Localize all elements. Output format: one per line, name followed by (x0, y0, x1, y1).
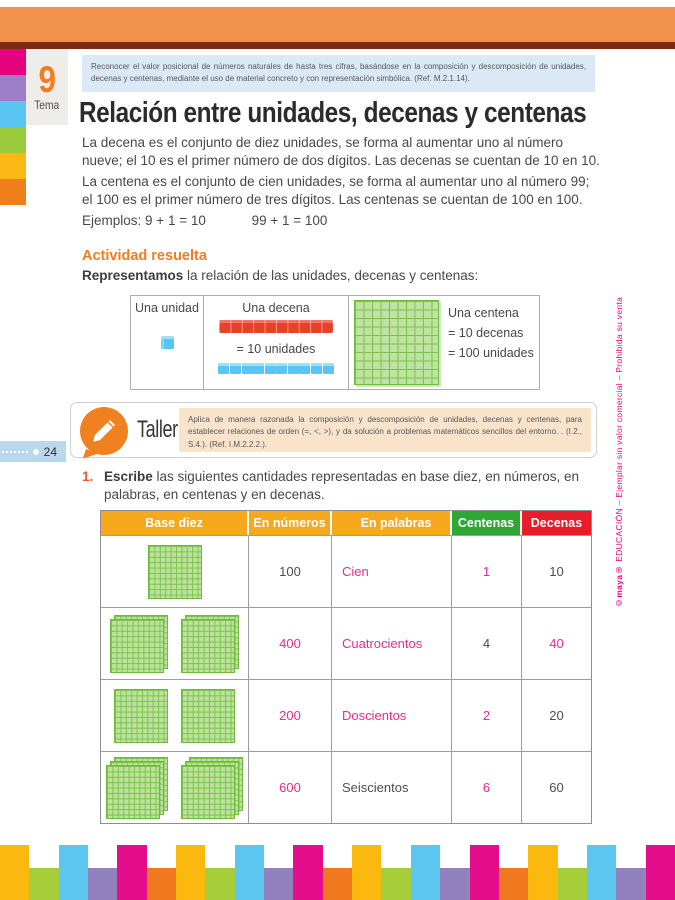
tema-tab (26, 49, 68, 125)
value-cell: 10 (549, 564, 564, 579)
activity-heading: Actividad resuelta (82, 248, 207, 264)
hundred-block-stack (114, 689, 168, 743)
footer-color-bars (0, 845, 675, 900)
exercise-verb: Escribe (104, 469, 153, 484)
value-cell: 4 (452, 608, 522, 679)
base-ten-cell (101, 680, 249, 751)
color-square (0, 179, 26, 205)
footer-bar (205, 868, 234, 900)
footer-bar (470, 845, 499, 900)
footer-bar (528, 845, 557, 900)
hundred-block-stack (181, 689, 235, 743)
value-cell: 60 (549, 780, 564, 795)
value-cell: Cien (332, 536, 452, 607)
unit-cube-icon (230, 363, 241, 374)
figure-cell-unit (131, 296, 204, 389)
paragraph-decena: La decena es el conjunto de diez unidades, se forma al aumentar uno al número nueve; el 10 es el primer número de dos dígitos. Las decenas se cuentan de 10 en 10. (82, 135, 600, 168)
hundred-block-icon (181, 765, 235, 819)
color-square (0, 75, 26, 101)
unit-cube-icon (218, 363, 229, 374)
publisher-credit-vertical (614, 272, 629, 632)
footer-bar (147, 868, 176, 900)
footer-bar (117, 845, 146, 900)
color-square (0, 153, 26, 179)
footer-bar (264, 868, 293, 900)
hundred-flat-icon (354, 300, 439, 385)
ten-label: Una decena (242, 301, 310, 315)
taller-banner (70, 402, 597, 458)
unit-cube-icon (323, 363, 334, 374)
base-ten-cell (101, 752, 249, 823)
exercise-table (100, 510, 592, 824)
hundred-block-stack (110, 615, 168, 673)
footer-bar (587, 845, 616, 900)
value-cell: 200 (249, 680, 332, 751)
unit-cube-icon (276, 363, 287, 374)
figure-cell-hundred (349, 296, 539, 389)
paragraph-centena: La centena es el conjunto de cien unidades, se forma al aumentar uno al número 99; el 100 es el primer número de tres dígitos. Las centenas se cuentan de 100 en 100. (82, 173, 590, 207)
footer-bar (646, 845, 675, 900)
hundred-block-stack (181, 615, 239, 673)
value-cell: Doscientos (332, 680, 452, 751)
page-title: Relación entre unidades, decenas y centenas (79, 97, 587, 129)
column-header: Centenas (452, 511, 522, 535)
unit-cube-icon (299, 363, 310, 374)
publisher-credit-rest: EDUCACIÓN – Ejemplar sin valor comercial – Prohibida su venta (614, 296, 624, 565)
figure-cell-ten (204, 296, 349, 389)
value-cell: 2 (452, 680, 522, 751)
hundred-block-icon (181, 689, 235, 743)
activity-intro (82, 268, 478, 283)
footer-bar (235, 845, 264, 900)
hundred-block-stack (181, 757, 243, 819)
hundred-block-stack (106, 757, 168, 819)
base-ten-cell (101, 536, 249, 607)
table-row (101, 751, 591, 823)
color-square (0, 127, 26, 153)
publisher-brand: ©maya® (614, 564, 624, 608)
footer-bar (88, 868, 117, 900)
example-eq2: 99 + 1 = 100 (251, 212, 328, 228)
top-maroon-stripe (0, 42, 675, 49)
color-square (0, 49, 26, 75)
column-header: En palabras (332, 511, 452, 535)
taller-text-box: Aplica de manera razonada la composición y descomposición de unidades, decenas y centenas, para establecer relaciones de orden (=, <, >), y da solución a problemas matemáticos sencillos del entorno. . (I.2., S.4.). (Ref. I.M.2.2.2.). (179, 408, 591, 452)
unit-cube-icon (311, 363, 322, 374)
tema-number: 9 (38, 58, 56, 100)
unit-cube-icon (242, 363, 253, 374)
footer-bar (381, 868, 410, 900)
examples-label: Ejemplos: (82, 212, 142, 228)
footer-bar (29, 868, 58, 900)
ten-cubes-row (218, 363, 333, 374)
table-header-row (101, 511, 591, 535)
footer-bar (558, 868, 587, 900)
top-orange-band (0, 7, 675, 42)
tema-label: Tema (34, 98, 60, 113)
activity-intro-bold: Representamos (82, 268, 184, 283)
footer-bar (323, 868, 352, 900)
table-row (101, 607, 591, 679)
table-body (101, 535, 591, 823)
tema-color-squares (0, 49, 26, 205)
table-row (101, 679, 591, 751)
unit-cube-icon (288, 363, 299, 374)
dotted-leader (2, 451, 28, 453)
value-cell: 400 (249, 608, 332, 679)
unit-label: Una unidad (135, 301, 199, 315)
pencil-icon (80, 407, 128, 455)
color-square (0, 101, 26, 127)
value-cell: 100 (249, 536, 332, 607)
base-ten-cell (101, 608, 249, 679)
value-cell: 40 (549, 636, 564, 651)
column-header: Base diez (101, 511, 249, 535)
unit-cube-icon (161, 336, 174, 349)
dot-icon (33, 449, 39, 455)
exercise-number: 1. (82, 469, 94, 484)
ten-equation: = 10 unidades (236, 342, 316, 356)
examples-line (82, 212, 600, 230)
footer-bar (411, 845, 440, 900)
hundred-block-icon (181, 619, 235, 673)
column-header: Decenas (522, 511, 591, 535)
value-cell: Cuatrocientos (332, 608, 452, 679)
taller-label: Taller (137, 416, 178, 443)
hundred-block-icon (110, 619, 164, 673)
value-cell: 20 (549, 708, 564, 723)
lesson-body (82, 134, 600, 233)
example-eq1: 9 + 1 = 10 (145, 212, 206, 228)
footer-bar (616, 868, 645, 900)
footer-bar (352, 845, 381, 900)
hundred-block-stack (148, 545, 202, 599)
value-cell: 600 (249, 752, 332, 823)
footer-bar (499, 868, 528, 900)
footer-bar (176, 845, 205, 900)
activity-intro-rest: la relación de las unidades, decenas y centenas: (183, 268, 479, 283)
value-cell: 6 (452, 752, 522, 823)
unit-cube-icon (253, 363, 264, 374)
hundred-text-line: = 10 decenas (448, 326, 524, 340)
page-number: 24 (43, 444, 57, 459)
place-value-figure (130, 295, 540, 390)
exercise-instruction (82, 468, 602, 504)
value-cell: Seiscientos (332, 752, 452, 823)
hundred-block-icon (148, 545, 202, 599)
unit-cube-icon (265, 363, 276, 374)
hundred-text-line: = 100 unidades (448, 346, 534, 360)
hundred-text-line: Una centena (448, 306, 519, 320)
footer-bar (440, 868, 469, 900)
exercise-rest: las siguientes cantidades representadas en base diez, en números, en palabras, en centenas y en decenas. (104, 469, 580, 503)
footer-bar (59, 845, 88, 900)
footer-bar (0, 845, 29, 900)
footer-bar (293, 845, 322, 900)
hundred-block-icon (114, 689, 168, 743)
hundred-text (448, 300, 534, 385)
objective-box: Reconocer el valor posicional de números naturales de hasta tres cifras, basándose en la composición y descomposición de unidades, decenas y centenas, mediante el uso de material concreto y con representación simbólica. (Ref. M.2.1.14). (82, 55, 595, 92)
ten-rod-icon (219, 320, 333, 333)
column-header: En números (249, 511, 332, 535)
hundred-block-icon (106, 765, 160, 819)
page-number-band (0, 441, 66, 462)
table-row (101, 535, 591, 607)
value-cell: 1 (452, 536, 522, 607)
